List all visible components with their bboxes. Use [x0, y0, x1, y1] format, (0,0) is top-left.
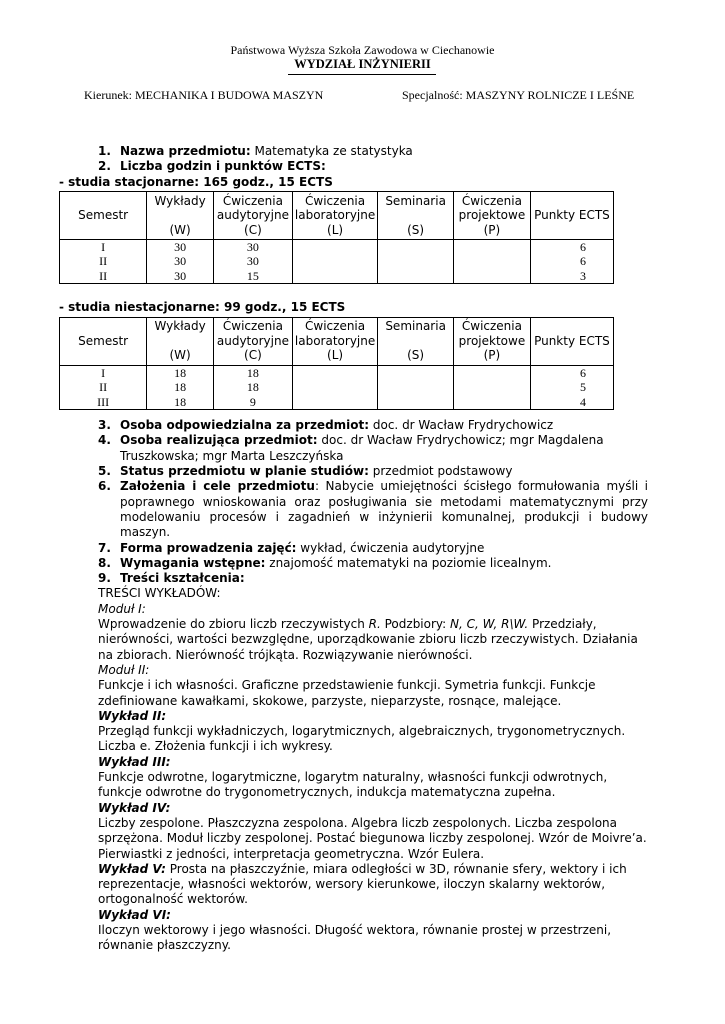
header-cw-aud: [213, 317, 292, 365]
header-cw-lab: [292, 191, 377, 239]
cell-w: 30: [147, 269, 214, 284]
table-row: [60, 254, 614, 269]
header-cw-lab-text: Ćwiczenia laboratoryjne: [294, 319, 376, 348]
lecture-3-text: Funkcje odwrotne, logarytmiczne, logarytm naturalny, własności funkcji odwrotnych, funkcje odwrotne do trygonometrycznych, indukcja matematyczna zupełna.: [98, 770, 608, 800]
cell-p: [454, 380, 531, 395]
module-2-text: Funkcje i ich własności. Graficzne przedstawienie funkcji. Symetria funkcji. Funkcje zdefiniowane kawałkami, skokowe, parzyste, nieparzyste, rosnące, malejące.: [98, 678, 596, 708]
item-2: [88, 159, 648, 174]
item-5-label: Status przedmiotu w planie studiów:: [120, 464, 369, 479]
cell-p: [454, 254, 531, 269]
lecture-5-text: Prosta na płaszczyźnie, miara odległości w 3D, równanie sfery, wektory i ich reprezentacje, własności wektorów, wersory kierunkowe, iloczyn skalarny wektorów, ortogonalność wektorów.: [98, 861, 627, 907]
module-1-r: R.: [368, 617, 381, 632]
item-8: [88, 556, 648, 571]
header-punkty: Punkty ECTS: [530, 191, 613, 239]
item-4-number: 4.: [98, 433, 111, 448]
header-wyklady: [147, 191, 214, 239]
item-6: [88, 479, 648, 540]
cell-l: [292, 395, 377, 410]
header-seminaria: [378, 317, 454, 365]
header-p-code: (P): [483, 348, 501, 363]
header-w-code: (W): [169, 222, 191, 237]
lecture-2-text: Przegląd funkcji wykładniczych, logarytmicznych, algebraicznych, trygonometrycznych. Liczba e. Złożenia funkcji i ich wykresy.: [98, 724, 626, 754]
table-header-row: [60, 191, 614, 239]
lecture-3-title: Wykład III:: [98, 754, 171, 769]
cell-w: 18: [147, 380, 214, 395]
header-l-code: (L): [327, 348, 344, 363]
cell-l: [292, 269, 377, 284]
cell-semestr: I: [60, 239, 147, 254]
item-5-value: przedmiot podstawowy: [368, 464, 513, 479]
table-row: [60, 395, 614, 410]
item-1-value: Matematyka ze statystyka: [250, 144, 413, 158]
cell-ects: 3: [530, 269, 613, 284]
item-4-value: doc. dr Wacław Frydrychowicz; mgr Magdalena Truszkowska; mgr Marta Leszczyńska: [120, 433, 604, 463]
module-1-text: [98, 617, 648, 663]
header-cw-proj-text: Ćwiczenia projektowe: [458, 193, 526, 223]
cell-l: [292, 365, 377, 380]
item-5-number: 5.: [98, 464, 111, 479]
university-name: Państwowa Wyższa Szkoła Zawodowa w Ciechanowie: [230, 43, 495, 57]
cell-p: [454, 239, 531, 254]
module-1-sets: N, C, W, R\W.: [450, 617, 529, 632]
lecture-4-text: Liczby zespolone. Płaszczyzna zespolona. Algebra liczb zespolonych. Liczba zespolona sprzężona. Moduł liczby zespolonej. Postać biegunowa liczby zespolonej. Wzór de Moivre’a. Pierwiastki z jedności, interpretacja geometryczna. Wzór Eulera.: [98, 815, 647, 861]
cell-p: [454, 269, 531, 284]
cell-p: [454, 365, 531, 380]
item-4-label: Osoba realizująca przedmiot:: [120, 433, 318, 448]
item-6-label: Założenia i cele przedmiotu: [120, 479, 315, 494]
lecture-5: [98, 862, 648, 908]
module-2-title: Moduł II:: [98, 662, 150, 677]
kierunek-label: Kierunek: MECHANIKA I BUDOWA MASZYN: [84, 88, 324, 102]
header-cw-proj-text: Ćwiczenia projektowe: [458, 319, 526, 348]
table-header-row: [60, 317, 614, 365]
header-cw-lab: [292, 317, 377, 365]
cell-l: [292, 254, 377, 269]
header-seminaria: [378, 191, 454, 239]
item-1-number: 1.: [98, 144, 111, 158]
item-2-label: Liczba godzin i punktów ECTS:: [120, 159, 326, 174]
cell-ects: 6: [530, 239, 613, 254]
item-3-label: Osoba odpowiedzialna za przedmiot:: [120, 418, 370, 433]
cell-semestr: III: [60, 395, 147, 410]
specjalnosc-label: Specjalność: MASZYNY ROLNICZE I LEŚNE: [402, 88, 635, 102]
item-2-number: 2.: [98, 159, 111, 174]
item-7-value: wykład, ćwiczenia audytoryjne: [296, 540, 485, 555]
header-cw-lab-text: Ćwiczenia laboratoryjne: [294, 193, 376, 223]
cell-semestr: II: [60, 254, 147, 269]
module-1-text-b: Podzbiory:: [380, 617, 451, 632]
ects-table-niestacjonarne: [59, 317, 614, 411]
header-wyklady-text: Wykłady: [154, 193, 206, 208]
item-8-number: 8.: [98, 555, 111, 570]
header-cw-proj: [454, 317, 531, 365]
cell-c: 15: [213, 269, 292, 284]
cell-c: 9: [213, 395, 292, 410]
table-row: [60, 380, 614, 395]
cell-w: 18: [147, 365, 214, 380]
cell-ects: 6: [530, 365, 613, 380]
cell-semestr: II: [60, 380, 147, 395]
content-heading: TREŚCI WYKŁADÓW:: [98, 586, 221, 601]
ects-table-stacjonarne: [59, 191, 614, 285]
item-9-number: 9.: [98, 571, 111, 586]
header-wyklady-text: Wykłady: [154, 319, 206, 334]
item-3-value: doc. dr Wacław Frydrychowicz: [369, 418, 554, 433]
cell-c: 30: [213, 239, 292, 254]
item-9: [88, 571, 648, 586]
cell-l: [292, 380, 377, 395]
item-5: [88, 464, 648, 479]
header-w-code: (W): [169, 348, 191, 363]
header-wyklady: [147, 317, 214, 365]
header-cw-proj: [454, 191, 531, 239]
cell-s: [378, 254, 454, 269]
item-8-value: znajomość matematyki na poziomie licealnym.: [265, 555, 552, 570]
lecture-4-title: Wykład IV:: [98, 800, 171, 815]
cell-l: [292, 239, 377, 254]
item-6-value: : Nabycie umiejętności ścisłego formułowania myśli i poprawnego wnioskowania oraz posługiwania sie metodami matematycznymi przy modelowaniu procesów i zagadnień w inżynierii komunalnej, produkcji i budowy maszyn.: [120, 479, 649, 540]
lecture-2-title: Wykład II:: [98, 708, 167, 723]
module-1-title: Moduł I:: [98, 601, 146, 616]
faculty-name: WYDZIAŁ INŻYNIERII: [294, 57, 431, 71]
header-p-code: (P): [483, 222, 501, 237]
cell-semestr: I: [60, 365, 147, 380]
cell-s: [378, 269, 454, 284]
header-l-code: (L): [327, 222, 344, 237]
cell-c: 18: [213, 380, 292, 395]
item-1: [88, 144, 648, 159]
item-9-label: Treści kształcenia:: [120, 571, 245, 586]
table-row: [60, 365, 614, 380]
table-row: [60, 269, 614, 284]
cell-s: [378, 365, 454, 380]
lecture-5-title: Wykład V:: [98, 861, 166, 876]
header-cw-aud-text: Ćwiczenia audytoryjne: [216, 193, 289, 223]
spacer: [88, 284, 648, 300]
header-c-code: (C): [244, 348, 262, 363]
cell-ects: 4: [530, 395, 613, 410]
lecture-6-text: Iloczyn wektorowy i jego własności. Długość wektora, równanie prostej w przestrzeni, równanie płaszczyzny.: [98, 922, 612, 953]
item-6-number: 6.: [98, 479, 111, 494]
content-section: [98, 586, 648, 953]
cell-s: [378, 395, 454, 410]
table-row: [60, 239, 614, 254]
niestacjonarne-title: - studia niestacjonarne: 99 godz., 15 ECTS: [59, 300, 346, 315]
faculty-underline: [288, 74, 436, 75]
item-3: [88, 418, 648, 433]
cell-ects: 6: [530, 254, 613, 269]
cell-w: 30: [147, 254, 214, 269]
item-7-number: 7.: [98, 540, 111, 555]
cell-semestr: II: [60, 269, 147, 284]
header-cw-aud-text: Ćwiczenia audytoryjne: [216, 319, 289, 348]
module-1-text-a: Wprowadzenie do zbioru liczb rzeczywistych: [98, 617, 369, 632]
stacjonarne-title: - studia stacjonarne: 165 godz., 15 ECTS: [59, 174, 333, 189]
cell-w: 30: [147, 239, 214, 254]
header-cw-aud: [213, 191, 292, 239]
cell-s: [378, 380, 454, 395]
cell-s: [378, 239, 454, 254]
header-semestr: Semestr: [60, 317, 147, 365]
document-body: [59, 144, 649, 954]
item-1-label: Nazwa przedmiotu:: [120, 144, 251, 158]
header-punkty: Punkty ECTS: [530, 317, 613, 365]
cell-w: 18: [147, 395, 214, 410]
item-3-number: 3.: [98, 418, 111, 433]
item-7-label: Forma prowadzenia zajęć:: [120, 540, 297, 555]
item-7: [88, 541, 648, 556]
item-4: [88, 433, 648, 464]
cell-p: [454, 395, 531, 410]
cell-ects: 5: [530, 380, 613, 395]
lecture-6-title: Wykład VI:: [98, 907, 171, 922]
header-c-code: (C): [244, 222, 262, 237]
header-s-code: (S): [407, 348, 425, 363]
module-1-text-c: Przedziały, nierówności, wartości bezwzględne, uporządkowanie zbioru liczb rzeczywistych. Działania na zbiorach. Nierówność trójkąta. Rozwiązywanie nierówności.: [98, 617, 638, 662]
header-seminaria-text: Seminaria: [385, 193, 446, 208]
header-seminaria-text: Seminaria: [385, 319, 446, 334]
header-s-code: (S): [407, 222, 425, 237]
item-8-label: Wymagania wstępne:: [120, 555, 266, 570]
header-semestr: Semestr: [60, 191, 147, 239]
cell-c: 18: [213, 365, 292, 380]
cell-c: 30: [213, 254, 292, 269]
spacer: [88, 410, 648, 418]
